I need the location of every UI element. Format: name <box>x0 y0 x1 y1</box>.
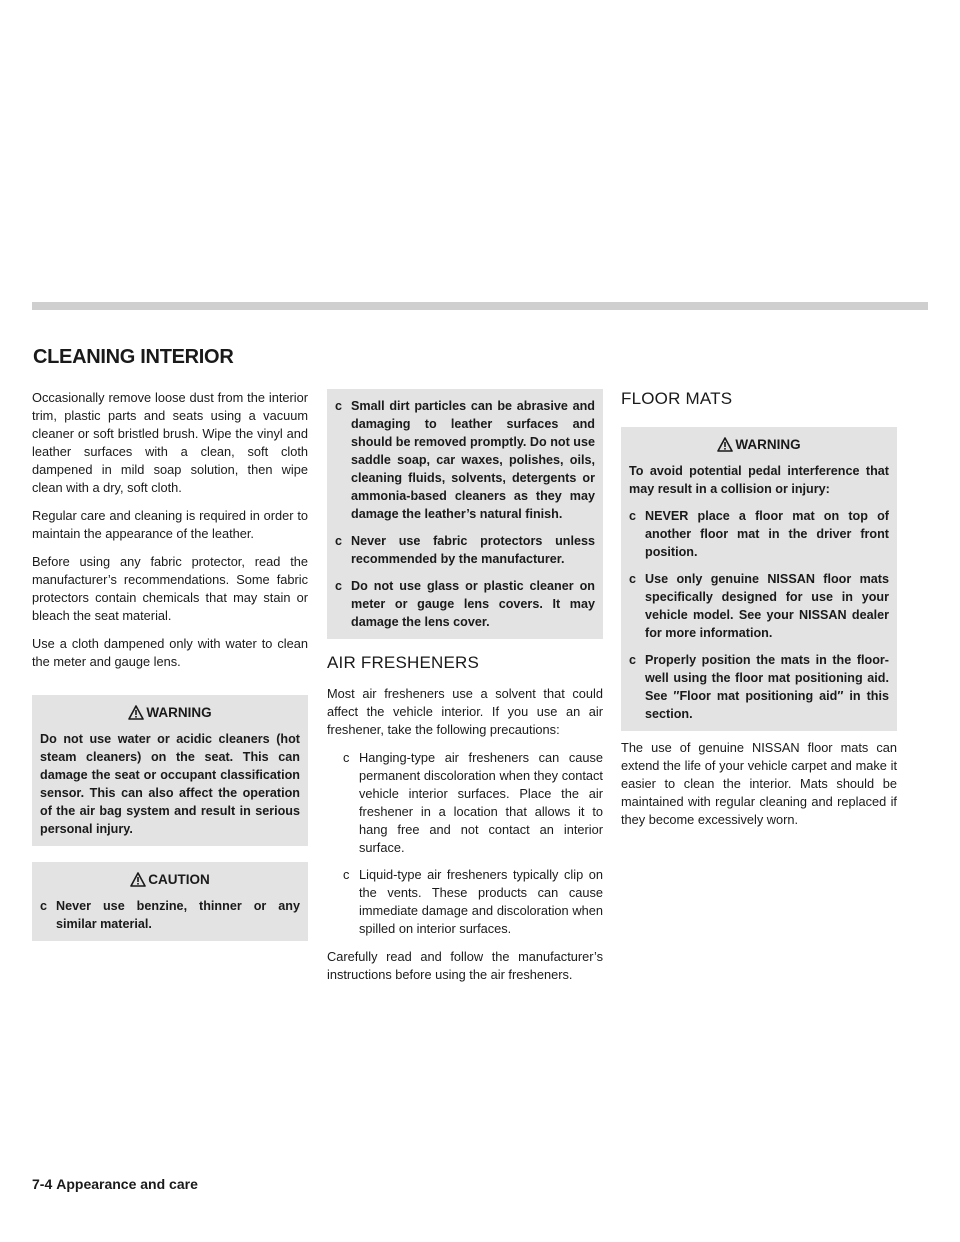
warning-icon <box>717 437 733 452</box>
warning-item: c Properly position the mats in the floor-well using the floor mat positioning aid. See ″Floor mat positioning aid″ in this section. <box>629 653 889 721</box>
bullet-icon: c <box>629 572 637 586</box>
paragraph: Regular care and cleaning is required in order to maintain the appearance of the leather. <box>32 508 308 541</box>
column-2 <box>327 389 603 994</box>
paragraph: Occasionally remove loose dust from the interior trim, plastic parts and seats using a vacuum cleaner or soft bristled brush. Wipe the vinyl and leather surfaces with a clean, soft cloth dampened in mild soap solution, then wipe clean with a dry, soft cloth. <box>32 390 308 495</box>
warning-title: WARNING <box>735 437 801 452</box>
caution-item: c Never use fabric protectors unless recommended by the manufacturer. <box>335 534 595 566</box>
caution-box-continued <box>327 389 603 639</box>
warning-intro: To avoid potential pedal interference that may result in a collision or injury: <box>629 464 889 496</box>
warning-item: c NEVER place a floor mat on top of another floor mat in the driver front position. <box>629 509 889 559</box>
paragraph: Use a cloth dampened only with water to clean the meter and gauge lens. <box>32 636 308 669</box>
caution-box <box>32 862 308 941</box>
bullet-icon: c <box>343 867 350 882</box>
bullet-icon: c <box>343 750 350 765</box>
list-item: c Liquid-type air fresheners typically clip on the vents. These products can cause immediate damage and discoloration when spilled on interior surfaces. <box>343 867 603 936</box>
air-fresheners-heading: AIR FRESHENERS <box>327 653 480 672</box>
caution-title: CAUTION <box>148 872 210 887</box>
paragraph: Carefully read and follow the manufacturer’s instructions before using the air fresheners. <box>327 949 603 982</box>
page-footer <box>32 1176 198 1192</box>
bullet-icon: c <box>335 534 343 548</box>
warning-box <box>32 695 308 846</box>
bullet-icon: c <box>629 653 637 667</box>
paragraph: Most air fresheners use a solvent that could affect the vehicle interior. If you use an air freshener, take the following precautions: <box>327 686 603 737</box>
list-item: c Hanging-type air fresheners can cause permanent discoloration when they contact vehicle interior surfaces. Place the air freshener in a location that allows it to hang free and not contact an interior surface. <box>343 750 603 855</box>
warning-item: c Use only genuine NISSAN floor mats specifically designed for use in your vehicle model. See your NISSAN dealer for more information. <box>629 572 889 640</box>
page-number: 7-4 <box>32 1176 53 1192</box>
caution-item: c Never use benzine, thinner or any similar material. <box>40 899 300 931</box>
section-rule <box>32 302 928 310</box>
bullet-icon: c <box>40 899 48 913</box>
paragraph: The use of genuine NISSAN floor mats can extend the life of your vehicle carpet and make it easier to clean the interior. Mats should be maintained with regular cleaning and replaced if they become excessively worn. <box>621 740 897 827</box>
column-3 <box>621 389 897 839</box>
caution-item: c Small dirt particles can be abrasive and damaging to leather surfaces and should be removed promptly. Do not use saddle soap, car waxes, polishes, oils, cleaning fluids, solvents, detergents or ammonia-based cleaners as they may damage the leather’s natural finish. <box>335 399 595 521</box>
section-title: CLEANING INTERIOR <box>33 346 234 368</box>
chapter-title: Appearance and care <box>56 1176 198 1192</box>
bullet-icon: c <box>629 509 637 523</box>
bullet-icon: c <box>335 579 343 593</box>
floor-mats-heading: FLOOR MATS <box>621 389 733 408</box>
warning-text: Do not use water or acidic cleaners (hot steam cleaners) on the seat. This can damage the seat or occupant classification sensor. This can also affect the operation of the air bag system and result in serious personal injury. <box>40 732 300 836</box>
warning-title: WARNING <box>146 705 212 720</box>
paragraph: Before using any fabric protector, read the manufacturer’s recommendations. Some fabric protectors contain chemicals that may stain or bleach the seat material. <box>32 554 308 623</box>
caution-icon <box>130 872 146 887</box>
caution-item: c Do not use glass or plastic cleaner on meter or gauge lens covers. It may damage the lens cover. <box>335 579 595 629</box>
column-1 <box>32 389 308 941</box>
warning-box <box>621 427 897 731</box>
warning-icon <box>128 705 144 720</box>
bullet-icon: c <box>335 399 343 413</box>
